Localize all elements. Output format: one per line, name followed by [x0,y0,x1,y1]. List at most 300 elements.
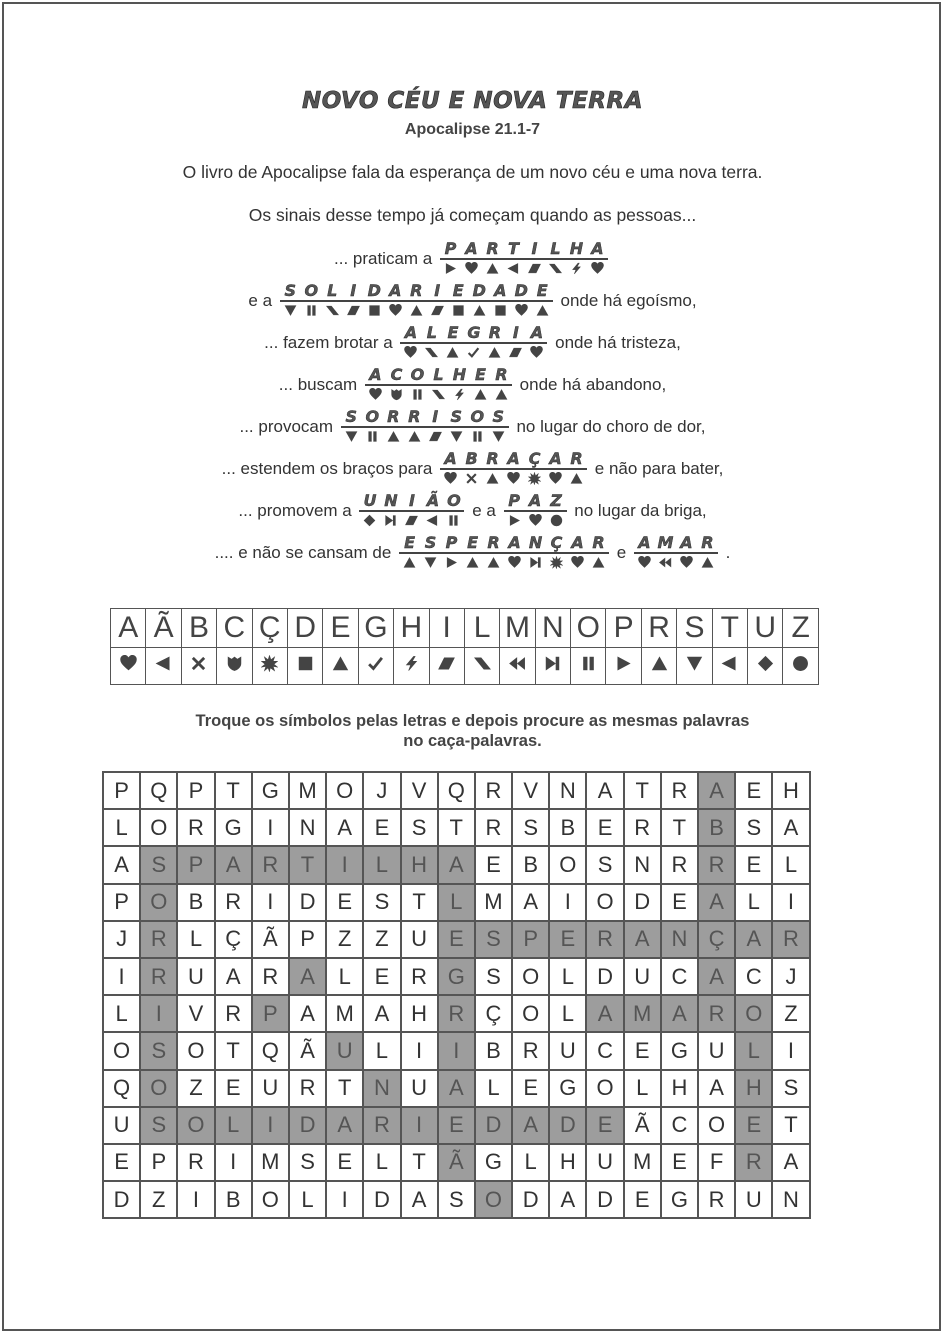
heart-icon [389,304,402,317]
arrow-left-icon [507,262,520,275]
cipher-letter [380,490,401,528]
cipher-letter [504,490,525,528]
cipher-letter [461,448,482,486]
grid-cell: G [661,1181,698,1218]
grid-cell: Z [326,921,363,958]
grid-cell: H [401,846,438,883]
grid-cell: T [401,884,438,921]
line-text: no lugar do choro de dor, [511,417,706,436]
grid-cell: O [735,995,772,1032]
key-symbol [748,648,783,685]
triangle-icon [495,388,508,401]
grid-cell: I [549,884,586,921]
grid-cell: S [289,1144,326,1181]
answer-letter: A [503,448,524,470]
arrow-left-icon [721,655,738,672]
grid-cell: Q [438,772,475,809]
line-text: e não para bater, [590,459,724,478]
answer-letter: A [567,532,588,554]
cipher-line [0,490,945,532]
grid-cell: A [772,1144,809,1181]
line-text: e a [248,291,277,310]
grid-cell: O [586,1070,623,1107]
answer-letter: E [470,364,491,386]
key-letter: T [712,609,747,648]
cipher-letter [399,532,420,570]
answer-letter: S [420,532,441,554]
answer-letter: C [386,364,407,386]
cipher-letter [341,406,362,444]
grid-cell: O [140,809,177,846]
grid-cell: A [401,1181,438,1218]
cipher-letter [483,532,504,570]
grid-cell: A [363,995,400,1032]
triangle-icon [466,556,479,569]
cipher-letter [469,280,490,318]
answer-letter: D [511,280,532,302]
triangle-icon [570,472,583,485]
grid-cell: E [326,1144,363,1181]
slash-right-icon [326,304,339,317]
answer-letter: R [483,532,504,554]
answer-letter: R [406,280,427,302]
grid-cell: D [586,1181,623,1218]
parallelogram-icon [431,304,444,317]
line-text: ... buscam [278,375,362,394]
pause-icon [305,304,318,317]
grid-cell: A [289,995,326,1032]
cipher-letter [546,490,567,528]
grid-cell: A [512,884,549,921]
grid-cell: U [177,958,214,995]
grid-cell: O [326,772,363,809]
grid-cell: E [735,846,772,883]
grid-cell: Ã [438,1144,475,1181]
answer-letter: A [461,238,482,260]
key-symbol [429,648,464,685]
grid-cell: S [735,809,772,846]
line-text: . [720,543,731,562]
answer-letter: I [343,280,364,302]
grid-cell: S [512,809,549,846]
key-symbol [217,648,252,685]
key-symbol [712,648,747,685]
answer-letter: E [462,532,483,554]
grid-cell: A [215,958,252,995]
grid-cell: U [698,1032,735,1069]
play-icon [615,655,632,672]
answer-letter: N [525,532,546,554]
grid-row [103,1032,810,1069]
answer-letter: D [364,280,385,302]
cipher-line [0,364,945,406]
grid-cell: I [140,995,177,1032]
cipher-letter [503,448,524,486]
cipher-letter [401,490,422,528]
grid-cell: B [549,809,586,846]
grid-cell: U [252,1070,289,1107]
cipher-letter [676,532,697,570]
key-letter: E [323,609,358,648]
answer-letter: A [490,280,511,302]
grid-cell: E [326,884,363,921]
answer-letter: R [566,448,587,470]
grid-cell: O [586,884,623,921]
answer-letter: R [484,322,505,344]
grid-cell: I [215,1144,252,1181]
answer-letter: R [491,364,512,386]
cipher-letter [697,532,718,570]
grid-cell: O [140,1070,177,1107]
answer-letter: M [655,532,676,554]
heart-icon [120,655,137,672]
cipher-word [440,238,608,276]
grid-cell: S [475,958,512,995]
cipher-letter [280,280,301,318]
cipher-letter [449,364,470,402]
answer-letter: S [446,406,467,428]
cipher-letter [359,490,380,528]
grid-cell: C [661,1107,698,1144]
key-letter: H [394,609,429,648]
grid-cell: I [326,846,363,883]
grid-cell: R [177,1144,214,1181]
grid-cell: T [289,846,326,883]
cipher-letter [428,364,449,402]
grid-cell: T [215,1032,252,1069]
answer-letter: R [482,238,503,260]
grid-cell: N [363,1070,400,1107]
cipher-letter [546,532,567,570]
grid-cell: A [735,921,772,958]
cipher-letter [442,322,463,360]
key-symbol [606,648,641,685]
key-symbol [111,648,146,685]
key-symbol [571,648,606,685]
key-letter: C [217,609,252,648]
grid-cell: Ã [252,921,289,958]
grid-cell: J [363,772,400,809]
rewind-icon [659,556,672,569]
answer-letter: A [440,448,461,470]
grid-cell: E [363,809,400,846]
cipher-letter [470,364,491,402]
answer-letter: E [442,322,463,344]
line-text: onde há abandono, [514,375,667,394]
heart-icon [549,472,562,485]
cipher-letter [343,280,364,318]
answer-letter: S [280,280,301,302]
grid-cell: R [735,1144,772,1181]
grid-cell: U [586,1144,623,1181]
key-letter: R [641,609,676,648]
grid-cell: N [549,772,586,809]
grid-cell: A [512,1107,549,1144]
cipher-letter [362,406,383,444]
grid-row [103,1070,810,1107]
parallelogram-icon [347,304,360,317]
grid-cell: Z [363,921,400,958]
grid-cell: E [661,884,698,921]
slash-right-icon [432,388,445,401]
grid-cell: U [103,1107,140,1144]
cipher-letter [545,448,566,486]
answer-letter: S [341,406,362,428]
answer-letter: A [676,532,697,554]
grid-cell: B [475,1032,512,1069]
cipher-line [0,406,945,448]
grid-cell: E [661,1144,698,1181]
answer-letter: L [545,238,566,260]
key-letter: I [429,609,464,648]
word-search-grid [102,771,811,1219]
grid-cell: R [661,772,698,809]
answer-letter: E [399,532,420,554]
grid-cell: L [772,846,809,883]
grid-cell: H [661,1070,698,1107]
cipher-letter [566,238,587,276]
grid-cell: T [215,772,252,809]
answer-letter: R [697,532,718,554]
grid-cell: G [252,772,289,809]
grid-cell: L [215,1107,252,1144]
grid-cell: L [475,1070,512,1107]
grid-cell: H [401,995,438,1032]
cipher-letter [524,238,545,276]
cipher-letter [655,532,676,570]
grid-cell: R [512,1032,549,1069]
triangle-icon [446,346,459,359]
grid-cell: E [586,809,623,846]
heart-icon [680,556,693,569]
cipher-letter [407,364,428,402]
grid-cell: J [772,958,809,995]
heart-icon [369,388,382,401]
grid-cell: O [177,1107,214,1144]
slash-right-icon [425,346,438,359]
grid-row [103,772,810,809]
grid-cell: A [624,921,661,958]
cipher-letter [504,532,525,570]
triangle-down-icon [492,430,505,443]
grid-cell: Q [103,1070,140,1107]
grid-cell: E [103,1144,140,1181]
cipher-letter [448,280,469,318]
answer-letter: P [504,490,525,512]
key-symbol [394,648,429,685]
grid-cell: T [624,772,661,809]
answer-letter: H [566,238,587,260]
grid-row [103,846,810,883]
cipher-word [280,280,553,318]
heart-icon [515,304,528,317]
shield-icon [226,655,243,672]
circle-icon [792,655,809,672]
answer-letter: P [441,532,462,554]
heart-icon [508,556,521,569]
cipher-letter [491,364,512,402]
grid-cell: C [735,958,772,995]
grid-cell: A [215,846,252,883]
grid-cell: A [698,1070,735,1107]
answer-letter: A [385,280,406,302]
grid-cell: L [103,995,140,1032]
answer-letter: I [505,322,526,344]
grid-cell: A [661,995,698,1032]
diamond-icon [757,655,774,672]
cipher-word [634,532,718,570]
key-letter: P [606,609,641,648]
answer-letter: R [383,406,404,428]
cipher-letter [545,238,566,276]
heart-icon [591,262,604,275]
grid-cell: Ã [624,1107,661,1144]
pause-icon [366,430,379,443]
grid-cell: R [586,921,623,958]
grid-cell: P [140,1144,177,1181]
line-text: e a [467,501,501,520]
cipher-letter [511,280,532,318]
check-icon [467,346,480,359]
grid-cell: S [401,809,438,846]
grid-cell: L [438,884,475,921]
grid-cell: D [289,884,326,921]
square-icon [494,304,507,317]
cipher-letter [482,448,503,486]
grid-cell: R [401,958,438,995]
grid-cell: I [326,1181,363,1218]
grid-cell: B [177,884,214,921]
square-icon [368,304,381,317]
grid-cell: I [103,958,140,995]
cipher-letter [385,280,406,318]
cipher-letter [532,280,553,318]
key-symbol [535,648,570,685]
intro-text: O livro de Apocalipse fala da esperança de um novo céu e uma nova terra. [182,162,763,182]
grid-cell: A [326,1107,363,1144]
grid-cell: M [289,772,326,809]
grid-row [103,1144,810,1181]
check-icon [367,655,384,672]
burst-icon [528,472,541,485]
triangle-icon [473,304,486,317]
grid-cell: P [512,921,549,958]
cipher-word [399,532,609,570]
triangle-icon [387,430,400,443]
parallelogram-icon [438,655,455,672]
key-symbol [677,648,712,685]
answer-letter: A [634,532,655,554]
heart-icon [444,472,457,485]
triangle-down-icon [450,430,463,443]
grid-cell: D [103,1181,140,1218]
triangle-down-icon [345,430,358,443]
line-text: onde há egoísmo, [555,291,697,310]
grid-cell: H [772,772,809,809]
cipher-letter [446,406,467,444]
key-letter: N [535,609,570,648]
grid-cell: I [252,1107,289,1144]
line-text: ... estendem os braços para [221,459,438,478]
grid-cell: I [252,809,289,846]
grid-cell: A [289,958,326,995]
answer-letter: A [504,532,525,554]
cipher-letter [425,406,446,444]
answer-letter: E [532,280,553,302]
grid-cell: E [512,1070,549,1107]
grid-cell: I [401,1032,438,1069]
grid-cell: U [735,1181,772,1218]
bolt-icon [403,655,420,672]
cipher-letter [421,322,442,360]
cipher-letter [440,448,461,486]
intro-text-2: Os sinais desse tempo já começam quando as pessoas... [248,205,697,225]
grid-cell: P [177,846,214,883]
key-letter: Ç [252,609,287,648]
grid-cell: P [103,772,140,809]
play-icon [508,514,521,527]
triangle-icon [488,346,501,359]
answer-letter: I [401,490,422,512]
grid-cell: A [772,809,809,846]
slash-right-icon [549,262,562,275]
grid-cell: D [512,1181,549,1218]
bolt-icon [453,388,466,401]
grid-row [103,1181,810,1218]
heart-icon [404,346,417,359]
cipher-letter [503,238,524,276]
key-symbol [323,648,358,685]
grid-cell: E [624,1181,661,1218]
triangle-icon [410,304,423,317]
grid-cell: R [252,846,289,883]
grid-cell: E [586,1107,623,1144]
grid-cell: M [252,1144,289,1181]
grid-cell: Ã [289,1032,326,1069]
grid-cell: B [512,846,549,883]
cipher-letter [505,322,526,360]
triangle-icon [486,472,499,485]
diamond-icon [363,514,376,527]
triangle-icon [651,655,668,672]
cipher-letter [365,364,386,402]
key-letter: B [181,609,216,648]
cipher-line [0,532,945,574]
line-text: ... fazem brotar a [264,333,398,352]
grid-cell: R [772,921,809,958]
grid-cell: S [140,1032,177,1069]
triangle-icon [332,655,349,672]
answer-letter: A [587,238,608,260]
cipher-letter [488,406,509,444]
pause-icon [411,388,424,401]
skip-icon [529,556,542,569]
triangle-down-icon [424,556,437,569]
grid-cell: Ç [475,995,512,1032]
grid-cell: T [401,1144,438,1181]
answer-letter: N [380,490,401,512]
grid-cell: R [289,1070,326,1107]
key-symbol [500,648,535,685]
parallelogram-icon [405,514,418,527]
grid-cell: C [661,958,698,995]
grid-cell: E [624,1032,661,1069]
play-icon [444,262,457,275]
grid-cell: N [661,921,698,958]
answer-letter: S [488,406,509,428]
grid-cell: Q [140,772,177,809]
triangle-icon [701,556,714,569]
